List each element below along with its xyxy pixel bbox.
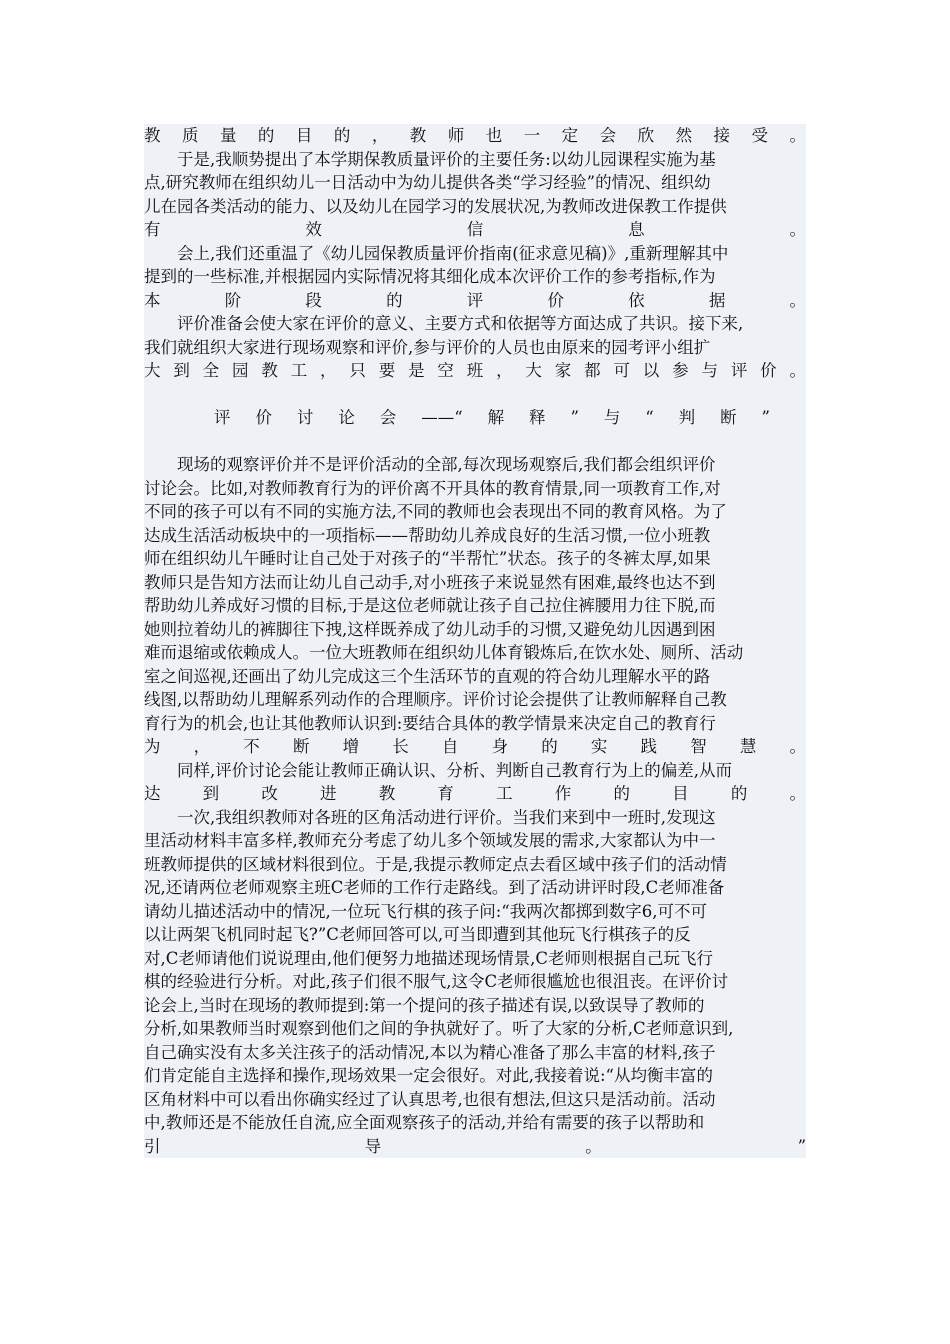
text-line: 况,还请两位老师观察主班C老师的工作行走路线。到了活动讲评时段,C老师准备 — [144, 876, 806, 900]
text-line: 讨论会。比如,对教师教育行为的评价离不开具体的教育情景,同一项教育工作,对 — [144, 477, 806, 501]
text-line: 同样,评价讨论会能让教师正确认识、分析、判断自己教育行为上的偏差,从而 — [144, 759, 806, 783]
text-line: 提到的一些标准,并根据园内实际情况将其细化成本次评价工作的参考指标,作为 — [144, 265, 806, 289]
text-line: 一次,我组织教师对各班的区角活动进行评价。当我们来到中一班时,发现这 — [144, 806, 806, 830]
text-line: 本阶段的评价依据。 — [144, 289, 806, 313]
text-line: 难而退缩或依赖成人。一位大班教师在组织幼儿体育锻炼后,在饮水处、厕所、活动 — [144, 641, 806, 665]
text-line: 请幼儿描述活动中的情况,一位玩飞行棋的孩子问:“我两次都掷到数字6,可不可 — [144, 900, 806, 924]
text-line: 以让两架飞机同时起飞?”C老师回答可以,可当即遭到其他玩飞行棋孩子的反 — [144, 923, 806, 947]
text-line: 对,C老师请他们说说理由,他们便努力地描述现场情景,C老师则根据自己玩飞行 — [144, 947, 806, 971]
text-line: 儿在园各类活动的能力、以及幼儿在园学习的发展状况,为教师改进保教工作提供 — [144, 195, 806, 219]
text-line: 有效信息。 — [144, 218, 806, 242]
text-line: 线图,以帮助幼儿理解系列动作的合理顺序。评价讨论会提供了让教师解释自己教 — [144, 688, 806, 712]
text-line: 分析,如果教师当时观察到他们之间的争执就好了。听了大家的分析,C老师意识到, — [144, 1017, 806, 1041]
text-line: 我们就组织大家进行现场观察和评价,参与评价的人员也由原来的园考评小组扩 — [144, 336, 806, 360]
text-line: 达到改进教育工作的目的。 — [144, 782, 806, 806]
text-line: 育行为的机会,也让其他教师认识到:要结合具体的教学情景来决定自己的教育行 — [144, 712, 806, 736]
section-heading: 评价讨论会——“解释”与“判断” — [144, 406, 806, 430]
text-line: 会上,我们还重温了《幼儿园保教质量评价指南(征求意见稿)》,重新理解其中 — [144, 242, 806, 266]
text-line: 班教师提供的区域材料很到位。于是,我提示教师定点去看区域中孩子们的活动情 — [144, 853, 806, 877]
text-line: 于是,我顺势提出了本学期保教质量评价的主要任务:以幼儿园课程实施为基 — [144, 148, 806, 172]
blank-line — [144, 430, 806, 454]
text-line: 大到全园教工，只要是空班，大家都可以参与评价。 — [144, 359, 806, 383]
text-line: 帮助幼儿养成好习惯的目标,于是这位老师就让孩子自己拉住裤腰用力往下脱,而 — [144, 594, 806, 618]
text-line: 不同的孩子可以有不同的实施方法,不同的教师也会表现出不同的教育风格。为了 — [144, 500, 806, 524]
text-line: 现场的观察评价并不是评价活动的全部,每次现场观察后,我们都会组织评价 — [144, 453, 806, 477]
text-line: 师在组织幼儿午睡时让自己处于对孩子的“半帮忙”状态。孩子的冬裤太厚,如果 — [144, 547, 806, 571]
document-body — [144, 124, 806, 1158]
blank-line — [144, 383, 806, 407]
text-line: 区角材料中可以看出你确实经过了认真思考,也很有想法,但这只是活动前。活动 — [144, 1088, 806, 1112]
text-line: 教质量的目的，教师也一定会欣然接受。 — [144, 124, 806, 148]
text-line: 自己确实没有太多关注孩子的活动情况,本以为精心准备了那么丰富的材料,孩子 — [144, 1041, 806, 1065]
text-line: 们肯定能自主选择和操作,现场效果一定会很好。对此,我接着说:“从均衡丰富的 — [144, 1064, 806, 1088]
text-line: 中,教师还是不能放任自流,应全面观察孩子的活动,并给有需要的孩子以帮助和 — [144, 1111, 806, 1135]
text-line: 论会上,当时在现场的教师提到:第一个提问的孩子描述有误,以致误导了教师的 — [144, 994, 806, 1018]
text-line: 她则拉着幼儿的裤脚往下拽,这样既养成了幼儿动手的习惯,又避免幼儿因遇到困 — [144, 618, 806, 642]
text-line: 教师只是告知方法而让幼儿自己动手,对小班孩子来说显然有困难,最终也达不到 — [144, 571, 806, 595]
text-line: 为，不断增长自身的实践智慧。 — [144, 735, 806, 759]
text-line: 里活动材料丰富多样,教师充分考虑了幼儿多个领域发展的需求,大家都认为中一 — [144, 829, 806, 853]
text-line: 达成生活活动板块中的一项指标——帮助幼儿养成良好的生活习惯,一位小班教 — [144, 524, 806, 548]
text-line: 棋的经验进行分析。对此,孩子们很不服气,这令C老师很尴尬也很沮丧。在评价讨 — [144, 970, 806, 994]
text-line: 室之间巡视,还画出了幼儿完成这三个生活环节的直观的符合幼儿理解水平的路 — [144, 665, 806, 689]
text-line: 评价准备会使大家在评价的意义、主要方式和依据等方面达成了共识。接下来, — [144, 312, 806, 336]
text-line: 点,研究教师在组织幼儿一日活动中为幼儿提供各类“学习经验”的情况、组织幼 — [144, 171, 806, 195]
text-line: 引导。” — [144, 1135, 806, 1159]
